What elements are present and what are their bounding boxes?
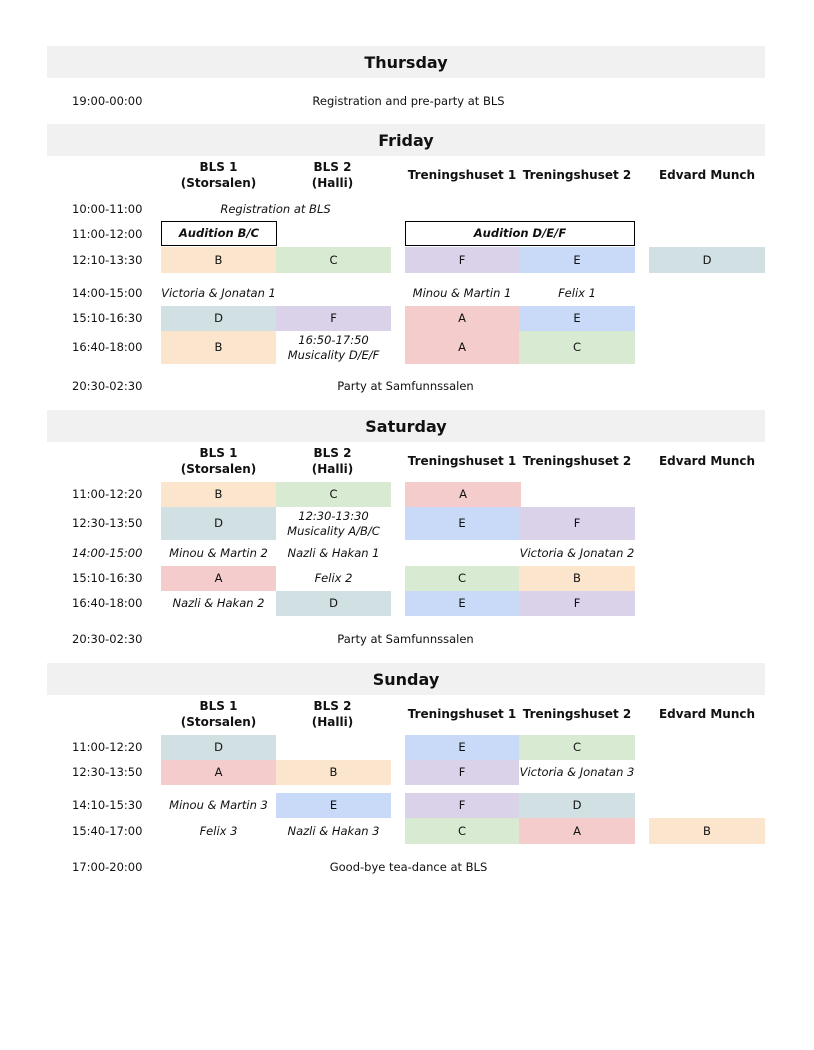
time-slot: 15:10-16:30 [72, 571, 143, 586]
day-header-sunday: Sunday [47, 663, 765, 695]
venue-bls2-header: BLS 2 (Halli) [311, 446, 354, 476]
venue-bls2-header: BLS 2 (Halli) [311, 699, 354, 729]
class-cell: D [161, 306, 276, 331]
class-cell: C [405, 566, 519, 591]
registration-label: Registration at BLS [220, 201, 331, 216]
time-slot: 15:40-17:00 [72, 823, 143, 838]
class-cell: A [161, 566, 276, 591]
class-cell: F [405, 760, 519, 785]
venue-bls1-header: BLS 1 (Storsalen) [180, 160, 257, 190]
workshop-label: Felix 2 [314, 571, 353, 586]
musicality-label: 16:50-17:50 Musicality D/E/F [287, 332, 380, 362]
party-label: Party at Samfunnssalen [337, 378, 474, 393]
class-cell: B [276, 760, 391, 785]
event-label: Registration and pre-party at BLS [312, 93, 505, 108]
workshop-label: Felix 1 [558, 285, 596, 300]
time-slot: 11:00-12:20 [72, 740, 143, 755]
class-cell: B [649, 818, 765, 844]
workshop-label: Minou & Martin 2 [169, 545, 268, 560]
time-slot: 15:10-16:30 [72, 311, 143, 326]
venue-bls2-header: BLS 2 (Halli) [311, 160, 354, 190]
class-cell: A [519, 818, 635, 844]
class-cell: D [519, 793, 635, 818]
class-cell: E [519, 247, 635, 273]
time-slot: 20:30-02:30 [72, 378, 143, 393]
time-slot: 20:30-02:30 [72, 631, 143, 646]
workshop-label: Victoria & Jonatan 1 [161, 285, 276, 300]
day-header-saturday: Saturday [47, 410, 765, 442]
workshop-label: Victoria & Jonatan 3 [519, 765, 635, 780]
class-cell: F [405, 793, 519, 818]
class-cell: D [161, 735, 276, 760]
goodbye-label: Good-bye tea-dance at BLS [329, 859, 488, 874]
class-cell: A [161, 760, 276, 785]
class-cell: C [276, 482, 391, 507]
workshop-label: Minou & Martin 1 [412, 285, 512, 300]
class-cell: A [405, 331, 519, 364]
venue-edvard-munch-header: Edvard Munch [658, 454, 756, 469]
party-label: Party at Samfunnssalen [337, 631, 474, 646]
class-cell: A [405, 306, 519, 331]
day-header-thursday: Thursday [47, 46, 765, 78]
workshop-label: Nazli & Hakan 3 [287, 823, 380, 838]
class-cell: F [276, 306, 391, 331]
venue-edvard-munch-header: Edvard Munch [658, 168, 756, 183]
venue-treningshuset2-header: Treningshuset 2 [522, 454, 632, 469]
class-cell: C [519, 735, 635, 760]
venue-edvard-munch-header: Edvard Munch [658, 707, 756, 722]
class-cell: E [405, 507, 519, 540]
venue-bls1-header: BLS 1 (Storsalen) [180, 699, 257, 729]
class-cell: B [161, 247, 276, 273]
workshop-label: Victoria & Jonatan 2 [519, 545, 635, 560]
class-cell: F [519, 591, 635, 616]
class-cell: A [405, 482, 521, 507]
workshop-label: Nazli & Hakan 2 [172, 596, 265, 611]
time-slot: 14:00-15:00 [72, 545, 143, 560]
class-cell: E [405, 591, 519, 616]
workshop-label: Nazli & Hakan 1 [287, 545, 380, 560]
audition-bc-box: Audition B/C [161, 221, 277, 246]
day-header-friday: Friday [47, 124, 765, 156]
class-cell: D [161, 507, 276, 540]
venue-bls1-header: BLS 1 (Storsalen) [180, 446, 257, 476]
class-cell: D [276, 591, 391, 616]
venue-treningshuset1-header: Treningshuset 1 [407, 168, 517, 183]
workshop-label: Minou & Martin 3 [169, 798, 268, 813]
class-cell: F [519, 507, 635, 540]
time-slot: 11:00-12:20 [72, 487, 143, 502]
class-cell: B [161, 331, 276, 364]
time-slot: 12:10-13:30 [72, 252, 143, 267]
venue-treningshuset1-header: Treningshuset 1 [407, 454, 517, 469]
class-cell: D [649, 247, 765, 273]
time-slot: 10:00-11:00 [72, 201, 143, 216]
workshop-label: Felix 3 [199, 823, 238, 838]
time-slot: 19:00-00:00 [72, 93, 143, 108]
class-cell: B [519, 566, 635, 591]
time-slot: 16:40-18:00 [72, 340, 143, 355]
class-cell: B [161, 482, 276, 507]
class-cell: E [276, 793, 391, 818]
time-slot: 11:00-12:00 [72, 226, 143, 241]
class-cell: C [276, 247, 391, 273]
class-cell: E [405, 735, 519, 760]
time-slot: 12:30-13:50 [72, 516, 143, 531]
venue-treningshuset1-header: Treningshuset 1 [407, 707, 517, 722]
venue-treningshuset2-header: Treningshuset 2 [522, 707, 632, 722]
musicality-label: 12:30-13:30 Musicality A/B/C [287, 508, 380, 538]
class-cell: C [519, 331, 635, 364]
class-cell: F [405, 247, 519, 273]
time-slot: 16:40-18:00 [72, 596, 143, 611]
time-slot: 14:10-15:30 [72, 798, 143, 813]
audition-def-box: Audition D/E/F [405, 221, 635, 246]
venue-treningshuset2-header: Treningshuset 2 [522, 168, 632, 183]
time-slot: 14:00-15:00 [72, 285, 143, 300]
class-cell: C [405, 818, 519, 844]
class-cell: E [519, 306, 635, 331]
time-slot: 17:00-20:00 [72, 859, 143, 874]
time-slot: 12:30-13:50 [72, 765, 143, 780]
